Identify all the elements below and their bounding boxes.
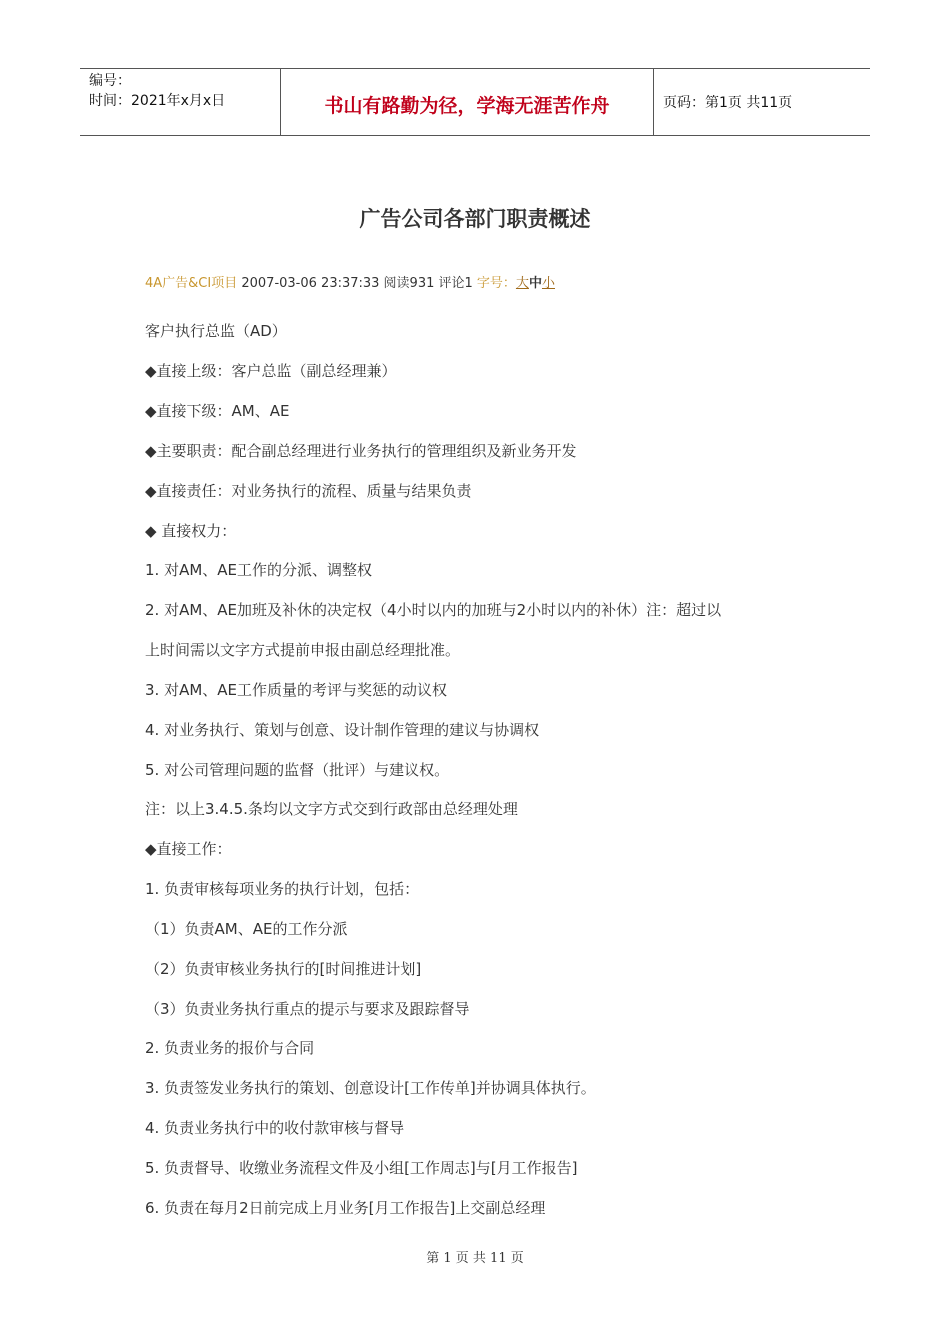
document-title: 广告公司各部门职责概述: [359, 206, 591, 231]
body-line: 3. 对AM、AE工作质量的考评与奖惩的动议权: [145, 681, 448, 699]
body-line: 2. 对AM、AE加班及补休的决定权（4小时以内的加班与2小时以内的补休）注：超过以: [145, 601, 722, 619]
body-line: 5. 对公司管理问题的监督（批评）与建议权。: [145, 761, 450, 779]
meta-category: 4A广告&CI项目: [145, 276, 238, 291]
font-size-large-link[interactable]: 大: [515, 276, 529, 291]
header-time-label: 时间：2021年x月x日: [89, 93, 226, 109]
body-line: 1. 负责审核每项业务的执行计划，包括：: [145, 880, 420, 898]
body-line: 2. 负责业务的报价与合同: [145, 1039, 315, 1057]
header-page-info: 页码：第1页 共11页: [663, 95, 793, 111]
body-line: （3）负责业务执行重点的提示与要求及跟踪督导: [145, 1000, 470, 1018]
body-line: ◆直接下级：AM、AE: [145, 402, 290, 420]
body-line: 上时间需以文字方式提前申报由副总经理批准。: [145, 641, 461, 659]
body-line: ◆ 直接权力：: [145, 522, 237, 540]
body-line: ◆直接上级：客户总监（副总经理兼）: [145, 362, 397, 380]
body-line: 1. 对AM、AE工作的分派、调整权: [145, 561, 373, 579]
header-number-label: 编号：: [89, 73, 131, 89]
meta-datetime-stats: 2007-03-06 23:37:33 阅读931 评论1: [241, 276, 473, 291]
font-size-small-link[interactable]: 小: [541, 276, 555, 291]
body-line: ◆主要职责：配合副总经理进行业务执行的管理组织及新业务开发: [145, 442, 577, 460]
body-line: ◆直接工作：: [145, 840, 232, 858]
font-size-medium-link[interactable]: 中: [528, 276, 542, 291]
page-footer: 第 1 页 共 11 页: [426, 1251, 524, 1266]
header-motto: 书山有路勤为径，学海无涯苦作舟: [281, 69, 654, 135]
article-meta: [145, 272, 555, 291]
body-line: 4. 负责业务执行中的收付款审核与督导: [145, 1119, 405, 1137]
body-line: 3. 负责签发业务执行的策划、创意设计[工作传单]并协调具体执行。: [145, 1079, 596, 1097]
body-line: 5. 负责督导、收缴业务流程文件及小组[工作周志]与[月工作报告]: [145, 1159, 578, 1177]
body-line: 4. 对业务执行、策划与创意、设计制作管理的建议与协调权: [145, 721, 540, 739]
body-line: （1）负责AM、AE的工作分派: [145, 920, 348, 938]
meta-font-size-label: 字号：: [476, 276, 516, 291]
page-header: [80, 68, 870, 136]
body-line: 6. 负责在每月2日前完成上月业务[月工作报告]上交副总经理: [145, 1199, 546, 1217]
body-line: 注：以上3.4.5.条均以文字方式交到行政部由总经理处理: [145, 800, 518, 818]
body-line: （2）负责审核业务执行的[时间推进计划]: [145, 960, 422, 978]
body-line: ◆直接责任：对业务执行的流程、质量与结果负责: [145, 482, 472, 500]
header-left-cell: [80, 69, 281, 135]
body-line: 客户执行总监（AD）: [145, 322, 287, 340]
